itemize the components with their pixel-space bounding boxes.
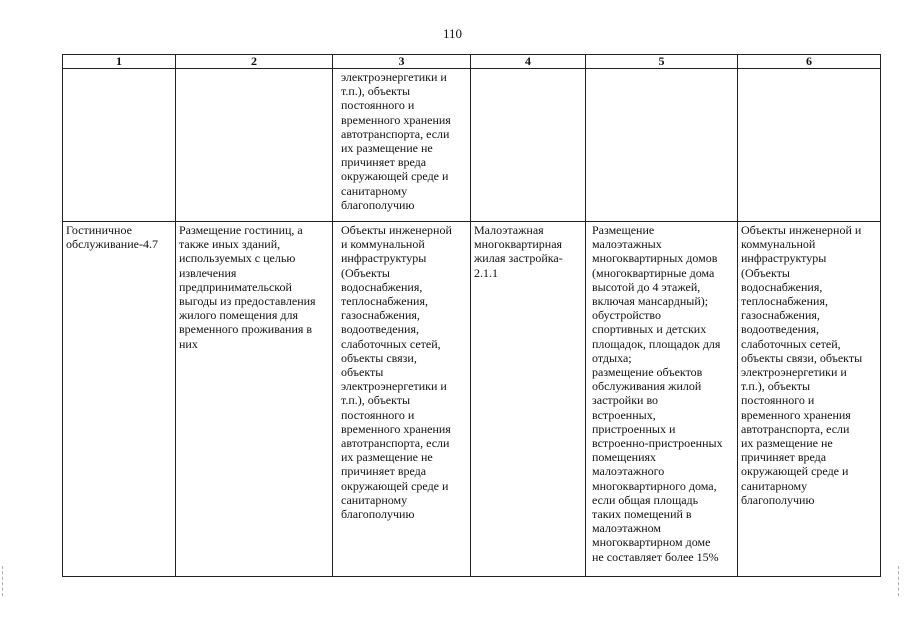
column-header-6: 6 — [738, 55, 881, 69]
cell-text: Малоэтажная многоквартирная жилая застройка- 2.1.1 — [474, 223, 563, 280]
cell-cont-col6 — [738, 69, 881, 222]
cell-text: Размещение малоэтажных многоквартирных домов (многоквартирные дома высотой до 4 этажей, включая мансардный); обустройство спортивных и детских площадок, площадок для отдыха; размещение объектов обслуживания жилой застройки во встроенных, пристроенных и встроенно-пристроенных помещениях малоэтажного многоквартирного дома, если общая площадь таких помещений в малоэтажном многоквартирном доме не составляет более 15% — [592, 223, 723, 564]
cell-cont-col5 — [586, 69, 738, 222]
column-header-2: 2 — [176, 55, 333, 69]
table-row-continuation — [63, 69, 881, 222]
cell-main-col5 — [586, 222, 738, 577]
cell-cont-col1 — [63, 69, 176, 222]
cell-text: Объекты инженерной и коммунальной инфраструктуры (Объекты водоснабжения, теплоснабжения, газоснабжения, водоотведения, слаботочных сетей, объекты связи, объекты электроэнергетики и т.п.), объекты постоянного и временного хранения автотранспорта, если их размещение не причиняет вреда окружающей среде и санитарному благополучию — [741, 223, 863, 507]
column-header-4: 4 — [471, 55, 586, 69]
cell-main-col2 — [176, 222, 333, 577]
cell-text: Гостиничное обслуживание-4.7 — [66, 223, 158, 252]
table-header-row — [63, 55, 881, 69]
cell-cont-col3 — [333, 69, 471, 222]
cell-main-col6 — [738, 222, 881, 577]
cell-text: Размещение гостиниц, а также иных зданий, используемых с целью извлечения предпринимательской выгоды из предоставления жилого помещения для временного проживания в них — [179, 223, 316, 351]
scan-edge-mark-left — [2, 566, 6, 596]
cell-main-col1 — [63, 222, 176, 577]
cell-cont-col4 — [471, 69, 586, 222]
cell-cont-col2 — [176, 69, 333, 222]
cell-text: Объекты инженерной и коммунальной инфраструктуры (Объекты водоснабжения, теплоснабжения, газоснабжения, водоотведения, слаботочных сетей, объекты связи, объекты электроэнергетики и т.п.), объекты постоянного и временного хранения автотранспорта, если их размещение не причиняет вреда окружающей среде и санитарному благополучию — [341, 223, 452, 522]
cell-main-col4 — [471, 222, 586, 577]
cell-main-col3 — [333, 222, 471, 577]
land-use-table — [62, 54, 881, 577]
scan-edge-mark-right — [898, 566, 902, 596]
cell-text: электроэнергетики и т.п.), объекты постоянного и временного хранения автотранспорта, если их размещение не причиняет вреда окружающей среде и санитарному благополучию — [341, 70, 451, 212]
column-header-3: 3 — [333, 55, 471, 69]
table-row-hotel-service — [63, 222, 881, 577]
column-header-1: 1 — [63, 55, 176, 69]
column-header-5: 5 — [586, 55, 738, 69]
page-number: 110 — [442, 26, 463, 41]
